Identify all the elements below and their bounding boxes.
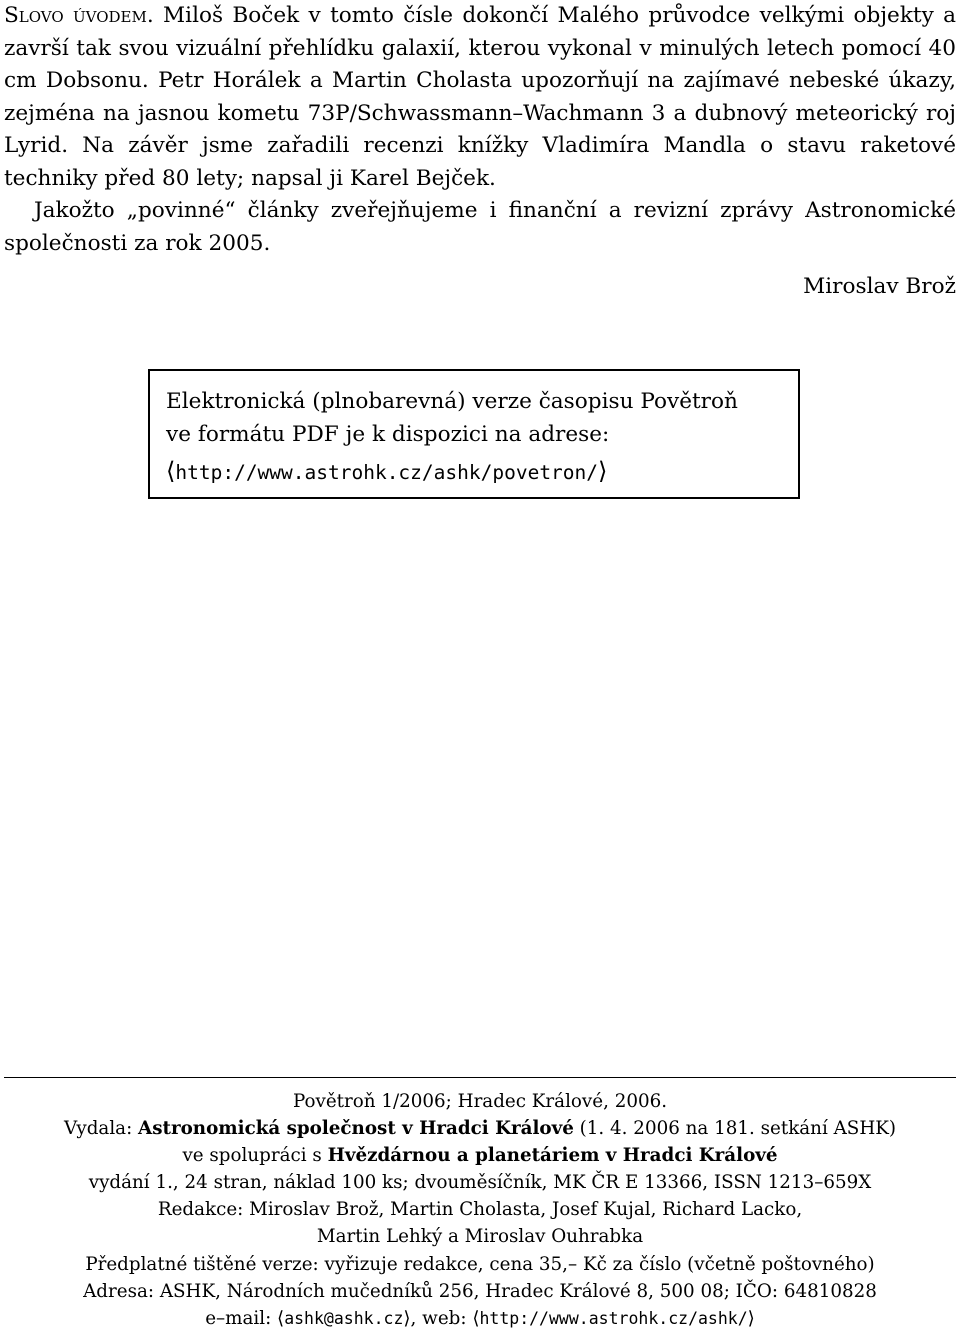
colophon-publisher-line — [4, 1115, 956, 1142]
web-prefix: , web: — [410, 1307, 473, 1329]
page — [4, 0, 956, 303]
notice-line-1: Elektronická (plnobarevná) verze časopisu Povětroň — [166, 389, 738, 414]
web-link[interactable]: http://www.astrohk.cz/ashk/ — [479, 1308, 748, 1328]
email-link[interactable]: ashk@ashk.cz — [284, 1308, 404, 1328]
angle-open-glyph: ⟨ — [277, 1307, 285, 1329]
colophon-divider — [4, 1077, 956, 1078]
editor-signature: Miroslav Brož — [803, 274, 956, 299]
notice-url-link[interactable]: http://www.astrohk.cz/ashk/povetron/ — [175, 461, 599, 484]
colophon-contact-line — [4, 1305, 956, 1332]
angle-close-glyph: ⟩ — [598, 457, 608, 485]
publisher-prefix: Vydala: — [63, 1118, 139, 1140]
angle-close-glyph: ⟩ — [747, 1307, 755, 1329]
publisher-suffix: (1. 4. 2006 na 181. setkání ASHK) — [573, 1118, 897, 1140]
pdf-notice-box — [148, 369, 800, 499]
angle-open-glyph: ⟨ — [166, 457, 176, 485]
notice-line-2: ve formátu PDF je k dispozici na adrese: — [166, 422, 610, 447]
email-prefix: e–mail: — [205, 1307, 278, 1329]
intro-paragraph-1-text: Miloš Boček v tomto čísle dokončí Malého průvodce velkými objekty a završí tak svou vizuální přehlídku galaxií, kterou vykonal v minulých letech pomocí 40 cm Dobsonu. Petr Horálek a Martin Cholasta upozorňují na zajímavé nebeské úkazy, zejména na jasnou kometu 73P/Schwassmann–Wachmann 3 a dubnový meteorický roj Lyrid. Na závěr jsme zařadili recenzi knížky Vladimíra Mandla o stavu raketové techniky před 80 lety; napsal ji Karel Bejček. — [4, 3, 957, 191]
cooperation-prefix: ve spolupráci s — [182, 1145, 328, 1167]
publisher-name: Astronomická společnost v Hradci Králové — [138, 1118, 574, 1140]
colophon-editors-line-1: Redakce: Miroslav Brož, Martin Cholasta, Josef Kujal, Richard Lacko, — [157, 1199, 803, 1221]
intro-paragraph-1 — [4, 0, 956, 195]
intro-lead-heading: Slovo úvodem. — [4, 3, 154, 28]
colophon-address-line: Adresa: ASHK, Národních mučedníků 256, Hradec Králové 8, 500 08; IČO: 64810828 — [83, 1280, 877, 1302]
colophon-editors-line-2: Martin Lehký a Miroslav Ouhrabka — [316, 1226, 644, 1248]
notice-url-line — [166, 455, 784, 489]
angle-open-glyph: ⟨ — [472, 1307, 480, 1329]
colophon — [4, 1088, 956, 1332]
colophon-edition-line: vydání 1., 24 stran, náklad 100 ks; dvouměsíčník, MK ČR E 13366, ISSN 1213–659X — [88, 1172, 872, 1194]
angle-close-glyph: ⟩ — [403, 1307, 411, 1329]
intro-paragraph-2: Jakožto „povinné“ články zveřejňujeme i finanční a revizní zprávy Astronomické společnosti za rok 2005. — [4, 198, 956, 256]
cooperation-name: Hvězdárnou a planetáriem v Hradci Králové — [327, 1145, 778, 1167]
colophon-subscription-line: Předplatné tištěné verze: vyřizuje redakce, cena 35,– Kč za číslo (včetně poštovného) — [85, 1253, 875, 1275]
intro-text — [4, 0, 956, 260]
colophon-cooperation-line — [4, 1142, 956, 1169]
colophon-issue-line: Povětroň 1/2006; Hradec Králové, 2006. — [292, 1091, 668, 1112]
